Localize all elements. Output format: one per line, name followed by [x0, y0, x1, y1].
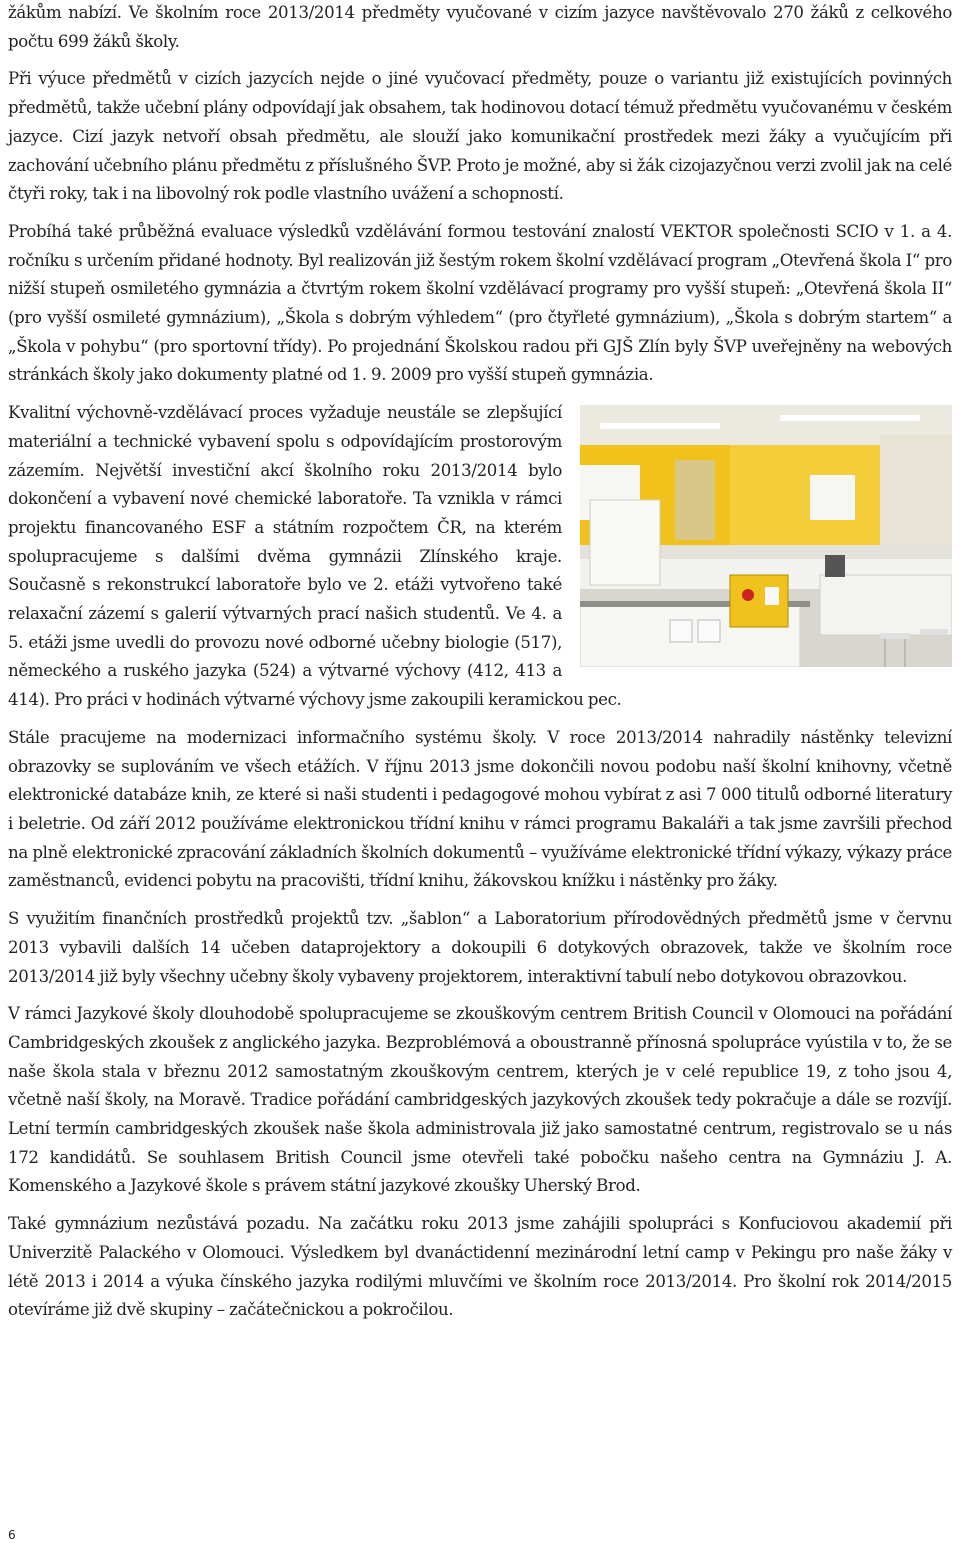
paragraph-7: V rámci Jazykové školy dlouhodobě spolupracujeme se zkouškovým centrem British Council v Olomouci na pořádání Cambridgeských zkoušek z anglického jazyka. Bezproblémová a oboustranně přínosná spolupráce vyústila v to, že se naše škola stala v březnu 2012 samostatným zkouškovým centrem, kterých je v celé republice 19, z toho jsou 4, včetně naší školy, na Moravě. Tradice pořádání cambridgeských jazykových zkoušek tedy pokračuje a dále se rozvíjí. Letní termín cambridgeských zkoušek naše škola administrovala již jako samostatné centrum, registrovalo se u nás 172 kandidátů. Se souhlasem British Council jsme otevřeli také pobočku našeho centra na Gymnáziu J. A. Komenského a Jazykové škole s právem státní jazykové zkoušky Uherský Brod. [8, 1004, 952, 1196]
paragraph-4: Kvalitní výchovně-vzdělávací proces vyžaduje neustále se zlepšující materiální a technické vybavení spolu s odpovídajícím prostorovým zázemím. Největší investiční akcí školního roku 2013/2014 bylo dokončení a vybavení nové chemické laboratoře. Ta vznikla v rámci projektu financovaného ESF a státním rozpočtem ČR, na kterém spolupracujeme s dalšími dvěma gymnázii Zlínského kraje. Současně s rekonstrukcí laboratoře bylo ve 2. etáži vytvořeno také relaxační zázemí s galerií výtvarných prací našich studentů. Ve 4. a 5. etáži jsme uvedli do provozu nové odborné učebny biologie (517), německého a ruského jazyka (524) a výtvarné výchovy (412, 413 a 414). Pro práci v hodinách výtvarné výchovy jsme zakoupili keramickou pec. [8, 403, 622, 710]
paragraph-6: S využitím finančních prostředků projektů tzv. „šablon“ a Laboratorium přírodovědných předmětů jsme v červnu 2013 vybavili dalších 14 učeben dataprojektory a dokoupili 6 dotykových obrazovek, takže ve školním roce 2013/2014 již byly všechny učebny školy vybaveny projektorem, interaktivní tabulí nebo dotykovou obrazovkou. [8, 909, 952, 986]
paragraph-8: Také gymnázium nezůstává pozadu. Na začátku roku 2013 jsme zahájili spolupráci s Konfuciovou akademií při Univerzitě Palackého v Olomouci. Výsledkem byl dvanáctidenní mezinárodní letní camp v Pekingu pro naše žáky v létě 2013 i 2014 a výuka čínského jazyka rodilými mluvčími ve školním roce 2013/2014. Pro školní rok 2014/2015 otevíráme již dvě skupiny – začátečnickou a pokročilou. [8, 1214, 952, 1320]
paragraph-2: Při výuce předmětů v cizích jazycích nejde o jiné vyučovací předměty, pouze o variantu již existujících povinných předmětů, takže učební plány odpovídají jak obsahem, tak hodinovou dotací témuž předmětu vyučovanému v českém jazyce. Cizí jazyk netvoří obsah předmětu, ale slouží jako komunikační prostředek mezi žáky a vyučujícím při zachování učebního plánu předmětu z příslušného ŠVP. Proto je možné, aby si žák cizojazyčnou verzi zvolil jak na celé čtyři roky, tak i na libovolný rok podle vlastního uvážení a schopností. [8, 69, 952, 204]
page-number: 6 [8, 1528, 16, 1542]
chemistry-lab-photo [580, 405, 952, 667]
paragraph-5: Stále pracujeme na modernizaci informačního systému školy. V roce 2013/2014 nahradily nástěnky televizní obrazovky se suplováním ve všech etážích. V říjnu 2013 jsme dokončili novou podobu naší školní knihovny, včetně elektronické databáze knih, ze které si naši studenti i pedagogové mohou vybírat z asi 7 000 titulů odborné literatury i beletrie. Od září 2012 používáme elektronickou třídní knihu v rámci programu Bakaláři a tak jsme završili přechod na plně elektronické zpracování základních školních dokumentů – využíváme elektronické třídní výkazy, výkazy práce zaměstnanců, evidenci pobytu na pracovišti, třídní knihu, žákovskou knížku i nástěnky pro žáky. [8, 727, 952, 891]
paragraph-1: žákům nabízí. Ve školním roce 2013/2014 předměty vyučované v cizím jazyce navštěvovalo 270 žáků z celkového počtu 699 žáků školy. [8, 3, 952, 51]
paragraph-3: Probíhá také průběžná evaluace výsledků vzdělávání formou testování znalostí VEKTOR společnosti SCIO v 1. a 4. ročníku s určením přidané hodnoty. Byl realizován již šestým rokem školní vzdělávací program „Otevřená škola I“ pro nižší stupeň osmiletého gymnázia a čtvrtým rokem školní vzdělávací programy pro vyšší stupeň: „Otevřená škola II“ (pro vyšší osmileté gymnázium), „Škola s dobrým výhledem“ (pro čtyřleté gymnázium), „Škola s dobrým startem“ a „Škola v pohybu“ (pro sportovní třídy). Po projednání Školskou radou při GJŠ Zlín byly ŠVP uveřejněny na webových stránkách školy jako dokumenty platné od 1. 9. 2009 pro vyšší stupeň gymnázia. [8, 221, 952, 385]
body-text [8, 0, 952, 1334]
